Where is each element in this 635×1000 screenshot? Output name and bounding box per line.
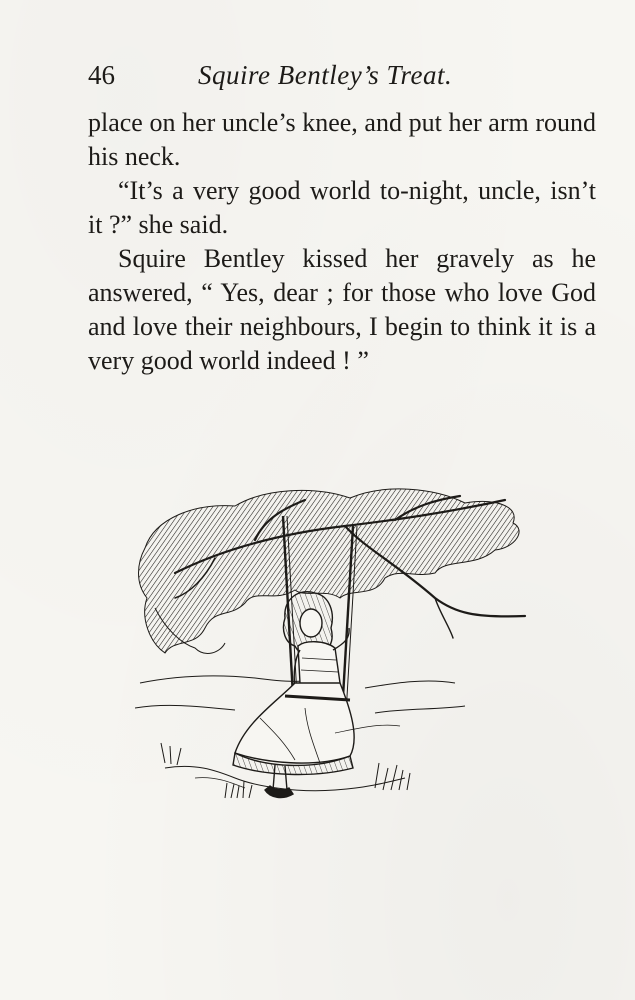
paragraph-dialogue: “It’s a very good world to-night, uncle, isn’t it ?” she said. [88,176,596,239]
swing-illustration-svg [135,478,545,813]
girl-figure [233,592,354,798]
paragraph-continuation: place on her uncle’s knee, and put her arm round his neck. [88,108,596,171]
body-text [88,106,596,378]
engraving-girl-on-swing [135,478,545,813]
page-number: 46 [88,60,115,90]
paragraph-reply: Squire Bentley kissed her gravely as he answered, “ Yes, dear ; for those who love God and love their neighbours, I begin to think it is a very good world indeed ! ” [88,244,596,375]
running-title: Squire Bentley’s Treat. [198,60,453,90]
page-header [88,58,598,92]
